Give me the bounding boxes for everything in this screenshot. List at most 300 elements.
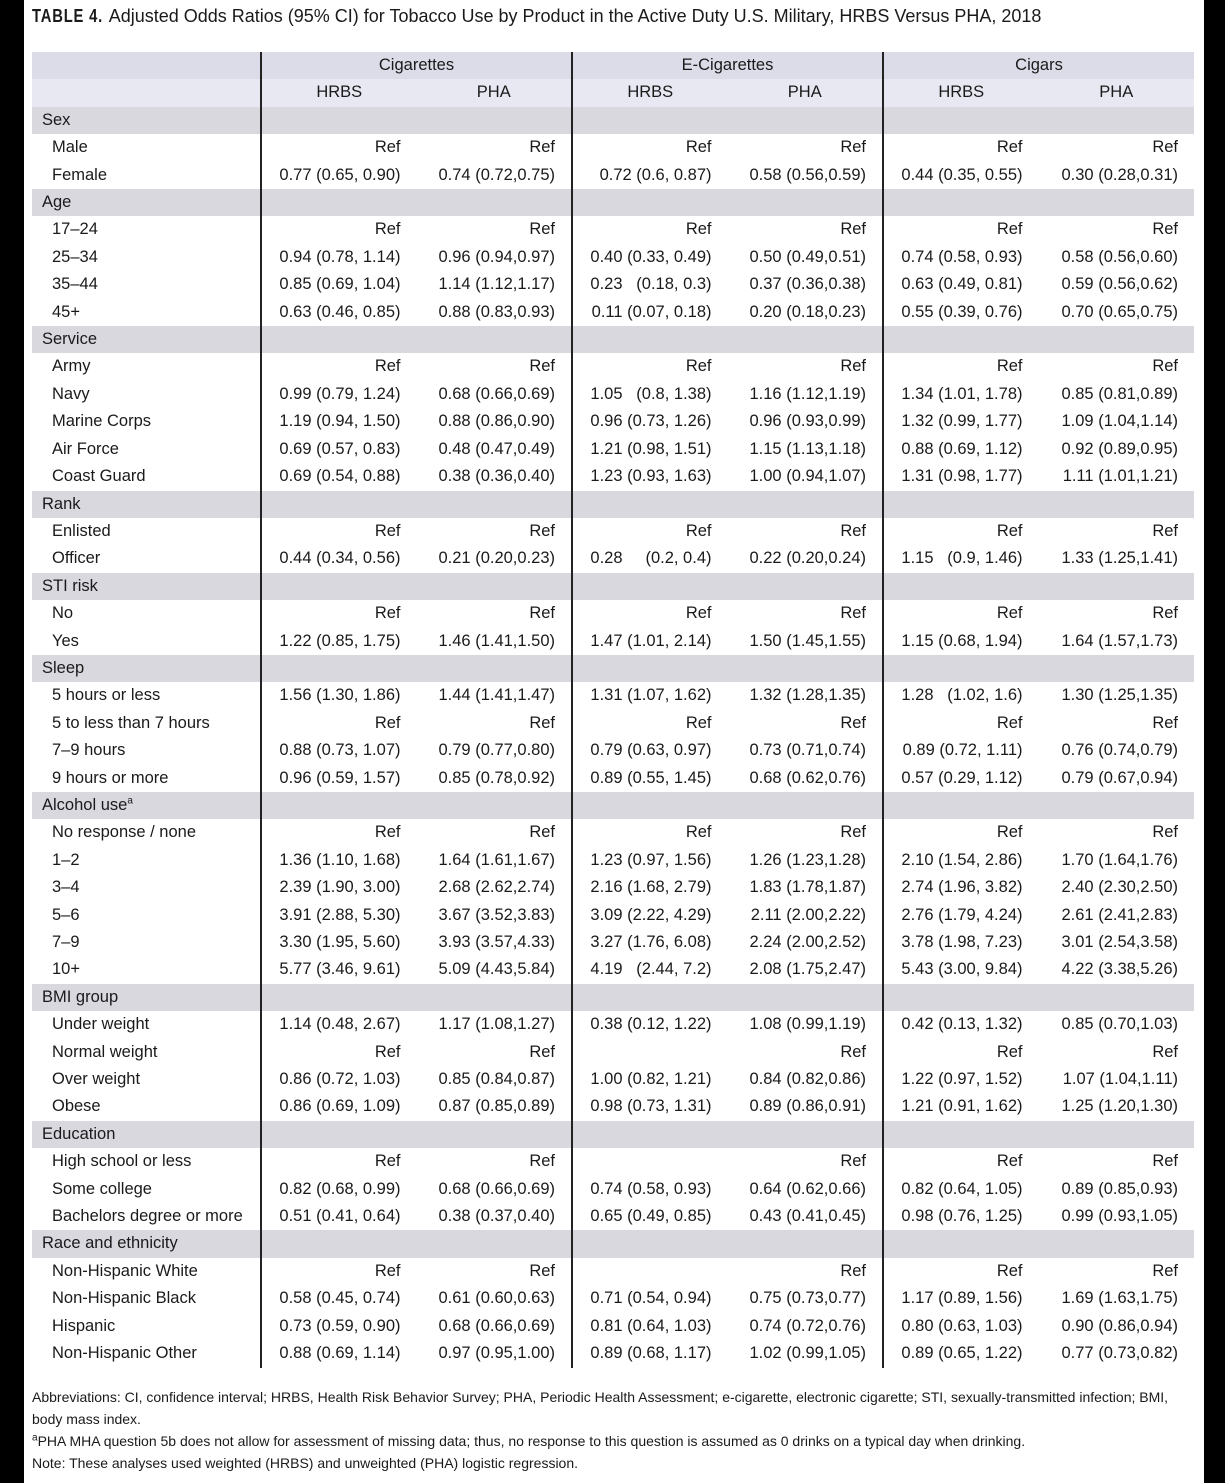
value-cell: 1.69 (1.63,1.75)	[1061, 1289, 1178, 1308]
section-spacer-cell	[261, 655, 417, 682]
value-cell: 1.56 (1.30, 1.86)	[261, 682, 417, 709]
value-cell: Ref	[840, 357, 866, 376]
value-cell: 0.99 (0.79, 1.24)	[261, 381, 417, 408]
section-spacer-cell	[572, 107, 728, 134]
row-label: 1–2	[52, 850, 80, 869]
value-cell: 1.17 (0.89, 1.56)	[883, 1285, 1039, 1312]
value-cell: 0.76 (0.74,0.79)	[1061, 741, 1178, 760]
value-cell: Ref	[529, 521, 555, 540]
row-label: Coast Guard	[52, 467, 146, 486]
value-cell: 0.69 (0.54, 0.88)	[261, 463, 417, 490]
section-spacer-cell	[417, 1121, 573, 1148]
value-cell: Ref	[529, 713, 555, 732]
value-cell: 0.82 (0.64, 1.05)	[883, 1176, 1039, 1203]
value-cell: 1.70 (1.64,1.76)	[1061, 850, 1178, 869]
table-row	[32, 216, 1194, 243]
row-label: 7–9 hours	[52, 741, 126, 760]
value-cell: Ref	[529, 220, 555, 239]
section-spacer-cell	[572, 1121, 728, 1148]
section-spacer-cell	[1039, 326, 1195, 353]
footnote-a: $^a$PHA MHA question 5b does not allow for assessment of missing data; thus, no response to this question is assumed as 0 drinks on a typical day when drinking.	[32, 1432, 1026, 1449]
section-label: Alcohol use$^a$	[32, 792, 261, 819]
value-cell: 1.23 (0.93, 1.63)	[572, 463, 728, 490]
section-spacer-cell	[417, 189, 573, 216]
value-cell: 1.47 (1.01, 2.14)	[572, 628, 728, 655]
value-cell: 0.68 (0.66,0.69)	[438, 1316, 555, 1335]
value-cell: 0.85 (0.84,0.87)	[438, 1070, 555, 1089]
value-cell: 1.16 (1.12,1.19)	[749, 384, 866, 403]
table-row	[32, 436, 1194, 463]
value-cell: 0.88 (0.83,0.93)	[438, 302, 555, 321]
value-cell: 1.15 (1.13,1.18)	[749, 439, 866, 458]
value-cell: 1.34 (1.01, 1.78)	[883, 381, 1039, 408]
value-cell: 0.57 (0.29, 1.12)	[883, 765, 1039, 792]
section-spacer-cell	[1039, 107, 1195, 134]
table-row	[32, 271, 1194, 298]
value-cell: 0.68 (0.62,0.76)	[749, 768, 866, 787]
table-row	[32, 1066, 1194, 1093]
section-label: Service	[32, 326, 261, 353]
value-cell: 0.96 (0.59, 1.57)	[261, 765, 417, 792]
value-cell: 0.72 (0.6, 0.87)	[572, 162, 728, 189]
value-cell: 2.74 (1.96, 3.82)	[883, 874, 1039, 901]
value-cell: Ref	[261, 216, 417, 243]
value-cell: Ref	[572, 216, 728, 243]
odds-ratio-table	[32, 52, 1194, 1368]
value-cell: 1.25 (1.20,1.30)	[1061, 1097, 1178, 1116]
value-cell: 0.89 (0.65, 1.22)	[883, 1340, 1039, 1367]
value-cell: 0.58 (0.56,0.60)	[1061, 247, 1178, 266]
value-cell: Ref	[529, 138, 555, 157]
section-row	[32, 792, 1194, 819]
value-cell: Ref	[840, 1261, 866, 1280]
value-cell: 1.83 (1.78,1.87)	[749, 878, 866, 897]
section-spacer-cell	[261, 984, 417, 1011]
value-cell: Ref	[261, 518, 417, 545]
table-row	[32, 381, 1194, 408]
value-cell: 0.69 (0.57, 0.83)	[261, 436, 417, 463]
section-spacer-cell	[417, 573, 573, 600]
section-label: Rank	[32, 491, 261, 518]
value-cell: 0.68 (0.66,0.69)	[438, 1179, 555, 1198]
value-cell: Ref	[883, 216, 1039, 243]
section-row	[32, 573, 1194, 600]
value-cell: Ref	[1152, 521, 1178, 540]
value-cell: 4.22 (3.38,5.26)	[1061, 960, 1178, 979]
section-spacer-cell	[261, 326, 417, 353]
value-cell: 0.82 (0.68, 0.99)	[261, 1176, 417, 1203]
value-cell: Ref	[572, 819, 728, 846]
section-spacer-cell	[728, 655, 884, 682]
value-cell: Ref	[883, 1039, 1039, 1066]
value-cell: 1.23 (0.97, 1.56)	[572, 847, 728, 874]
value-cell: Ref	[261, 1039, 417, 1066]
value-cell: 0.58 (0.56,0.59)	[749, 165, 866, 184]
value-cell: 0.20 (0.18,0.23)	[749, 302, 866, 321]
value-cell: Ref	[883, 600, 1039, 627]
section-spacer-cell	[883, 107, 1039, 134]
value-cell: 0.77 (0.73,0.82)	[1061, 1344, 1178, 1363]
value-cell: 0.88 (0.69, 1.12)	[883, 436, 1039, 463]
section-spacer-cell	[728, 189, 884, 216]
value-cell: 0.98 (0.73, 1.31)	[572, 1093, 728, 1120]
table-row	[32, 1340, 1194, 1367]
value-cell: Ref	[261, 819, 417, 846]
value-cell: 0.77 (0.65, 0.90)	[261, 162, 417, 189]
row-label: Air Force	[52, 439, 119, 458]
value-cell: 4.19 (2.44, 7.2)	[572, 956, 728, 983]
value-cell: 3.67 (3.52,3.83)	[438, 905, 555, 924]
section-spacer-cell	[261, 189, 417, 216]
row-label: 5 hours or less	[52, 686, 161, 705]
value-cell: Ref	[529, 357, 555, 376]
value-cell: 0.58 (0.45, 0.74)	[261, 1285, 417, 1312]
value-cell: 0.50 (0.49,0.51)	[749, 247, 866, 266]
value-cell: 0.90 (0.86,0.94)	[1061, 1316, 1178, 1335]
table-row	[32, 1258, 1194, 1285]
section-spacer-cell	[417, 107, 573, 134]
value-cell: 0.48 (0.47,0.49)	[438, 439, 555, 458]
footnote-marker: a	[127, 795, 133, 807]
subheader-hrbs: HRBS	[883, 79, 1039, 106]
value-cell: Ref	[840, 823, 866, 842]
value-cell: 0.96 (0.73, 1.26)	[572, 408, 728, 435]
section-spacer-cell	[572, 573, 728, 600]
table-row	[32, 929, 1194, 956]
value-cell: 0.73 (0.71,0.74)	[749, 741, 866, 760]
footnote-marker: a	[32, 1432, 38, 1444]
value-cell: 0.28 (0.2, 0.4)	[572, 545, 728, 572]
row-label: Hispanic	[52, 1316, 116, 1335]
value-cell: 1.30 (1.25,1.35)	[1061, 686, 1178, 705]
value-cell: 0.74 (0.58, 0.93)	[572, 1176, 728, 1203]
value-cell: 0.96 (0.93,0.99)	[749, 412, 866, 431]
row-label: No response / none	[52, 823, 197, 842]
table-row	[32, 682, 1194, 709]
value-cell: 0.89 (0.68, 1.17)	[572, 1340, 728, 1367]
table-row	[32, 1011, 1194, 1038]
value-cell: Ref	[1152, 823, 1178, 842]
section-spacer-cell	[261, 1230, 417, 1257]
section-spacer-cell	[883, 491, 1039, 518]
section-spacer-cell	[883, 189, 1039, 216]
value-cell: 2.10 (1.54, 2.86)	[883, 847, 1039, 874]
value-cell: 0.63 (0.46, 0.85)	[261, 299, 417, 326]
table-row	[32, 353, 1194, 380]
value-cell: 1.31 (0.98, 1.77)	[883, 463, 1039, 490]
value-cell: 1.11 (1.01,1.21)	[1062, 467, 1178, 486]
section-label: Age	[32, 189, 261, 216]
value-cell: 1.19 (0.94, 1.50)	[261, 408, 417, 435]
subheader-hrbs: HRBS	[261, 79, 417, 106]
value-cell: 0.73 (0.59, 0.90)	[261, 1313, 417, 1340]
section-spacer-cell	[1039, 573, 1195, 600]
value-cell: 2.08 (1.75,2.47)	[749, 960, 866, 979]
value-cell: Ref	[572, 710, 728, 737]
value-cell: 2.24 (2.00,2.52)	[749, 933, 866, 951]
row-label: 35–44	[52, 275, 98, 294]
value-cell: 0.84 (0.82,0.86)	[749, 1070, 866, 1089]
value-cell: 2.16 (1.68, 2.79)	[572, 874, 728, 901]
value-cell: 1.00 (0.82, 1.21)	[572, 1066, 728, 1093]
value-cell: 0.51 (0.41, 0.64)	[261, 1203, 417, 1230]
section-row	[32, 1121, 1194, 1148]
value-cell: Ref	[1152, 1152, 1178, 1171]
value-cell: 0.55 (0.39, 0.76)	[883, 299, 1039, 326]
value-cell: 1.15 (0.9, 1.46)	[883, 545, 1039, 572]
value-cell: 0.94 (0.78, 1.14)	[261, 244, 417, 271]
table-row	[32, 956, 1194, 983]
table-row	[32, 545, 1194, 572]
value-cell: 0.85 (0.70,1.03)	[1061, 1015, 1178, 1034]
table-row	[32, 1285, 1194, 1312]
table-row	[32, 1203, 1194, 1230]
table-row	[32, 244, 1194, 271]
section-spacer-cell	[728, 1121, 884, 1148]
value-cell: Ref	[883, 819, 1039, 846]
section-spacer-cell	[728, 107, 884, 134]
value-cell	[572, 1148, 728, 1175]
table-row	[32, 847, 1194, 874]
value-cell: Ref	[261, 1148, 417, 1175]
table-row	[32, 874, 1194, 901]
value-cell: 1.32 (1.28,1.35)	[749, 686, 866, 705]
value-cell: 0.42 (0.13, 1.32)	[883, 1011, 1039, 1038]
value-cell: Ref	[1152, 1261, 1178, 1280]
section-spacer-cell	[261, 107, 417, 134]
section-spacer-cell	[572, 326, 728, 353]
row-label: Some college	[52, 1179, 152, 1198]
section-spacer-cell	[1039, 655, 1195, 682]
value-cell	[572, 1039, 728, 1066]
row-label: Non-Hispanic Other	[52, 1344, 197, 1363]
value-cell: 0.63 (0.49, 0.81)	[883, 271, 1039, 298]
value-cell: 0.97 (0.95,1.00)	[438, 1344, 555, 1363]
row-label: 17–24	[52, 220, 98, 239]
value-cell: 0.89 (0.55, 1.45)	[572, 765, 728, 792]
section-spacer-cell	[417, 655, 573, 682]
value-cell: 3.91 (2.88, 5.30)	[261, 902, 417, 929]
value-cell: Ref	[1152, 220, 1178, 239]
section-spacer-cell	[728, 792, 884, 819]
table-caption: Adjusted Odds Ratios (95% CI) for Tobacco Use by Product in the Active Duty U.S. Military, HRBS Versus PHA, 2018	[108, 6, 1042, 26]
value-cell: 0.71 (0.54, 0.94)	[572, 1285, 728, 1312]
value-cell: 0.96 (0.94,0.97)	[438, 247, 555, 266]
row-label: Obese	[52, 1097, 101, 1116]
value-cell: 1.08 (0.99,1.19)	[749, 1015, 866, 1034]
section-row	[32, 655, 1194, 682]
row-label: Marine Corps	[52, 412, 152, 431]
table-row	[32, 902, 1194, 929]
table-row	[32, 463, 1194, 490]
value-cell: 1.15 (0.68, 1.94)	[883, 628, 1039, 655]
value-cell: 0.80 (0.63, 1.03)	[883, 1313, 1039, 1340]
value-cell: Ref	[529, 1042, 555, 1061]
value-cell: 0.38 (0.12, 1.22)	[572, 1011, 728, 1038]
value-cell: 0.75 (0.73,0.77)	[749, 1289, 866, 1308]
value-cell: 0.79 (0.63, 0.97)	[572, 737, 728, 764]
value-cell: 0.87 (0.85,0.89)	[438, 1097, 555, 1116]
row-label: No	[52, 604, 74, 623]
value-cell: 0.79 (0.67,0.94)	[1061, 768, 1178, 787]
value-cell: 1.14 (0.48, 2.67)	[261, 1011, 417, 1038]
value-cell: Ref	[572, 600, 728, 627]
value-cell: 3.01 (2.54,3.58)	[1061, 933, 1178, 951]
value-cell: 0.38 (0.36,0.40)	[438, 467, 555, 486]
section-spacer-cell	[728, 491, 884, 518]
section-row	[32, 326, 1194, 353]
value-cell: 0.79 (0.77,0.80)	[438, 741, 555, 760]
section-spacer-cell	[417, 326, 573, 353]
value-cell: 0.65 (0.49, 0.85)	[572, 1203, 728, 1230]
value-cell: Ref	[1152, 604, 1178, 623]
section-spacer-cell	[728, 984, 884, 1011]
subheader-pha: PHA	[728, 79, 884, 106]
value-cell: 0.89 (0.86,0.91)	[749, 1097, 866, 1116]
value-cell: Ref	[572, 353, 728, 380]
section-spacer-cell	[417, 491, 573, 518]
value-cell: 1.64 (1.61,1.67)	[438, 850, 555, 869]
value-cell: Ref	[261, 600, 417, 627]
section-row	[32, 984, 1194, 1011]
value-cell: Ref	[840, 521, 866, 540]
value-cell: 0.99 (0.93,1.05)	[1061, 1207, 1178, 1226]
group-header-e-cigarettes: E-Cigarettes	[572, 52, 883, 79]
value-cell: 2.68 (2.62,2.74)	[438, 878, 555, 897]
value-cell: 0.74 (0.72,0.76)	[749, 1316, 866, 1335]
section-spacer-cell	[1039, 984, 1195, 1011]
value-cell: Ref	[1152, 1042, 1178, 1061]
table-row	[32, 299, 1194, 326]
section-spacer-cell	[417, 1230, 573, 1257]
value-cell: 0.44 (0.34, 0.56)	[261, 545, 417, 572]
value-cell: 5.09 (4.43,5.84)	[438, 960, 555, 979]
subheader-hrbs: HRBS	[572, 79, 728, 106]
table-row	[32, 1093, 1194, 1120]
value-cell: Ref	[1152, 138, 1178, 157]
row-label: Non-Hispanic White	[52, 1261, 198, 1280]
section-spacer-cell	[1039, 1121, 1195, 1148]
value-cell: Ref	[529, 1261, 555, 1280]
row-label: Yes	[52, 631, 79, 650]
document-page	[24, 0, 1204, 1483]
value-cell: 1.07 (1.04,1.11)	[1062, 1070, 1178, 1089]
value-cell: 0.89 (0.85,0.93)	[1061, 1179, 1178, 1198]
value-cell: 3.78 (1.98, 7.23)	[883, 929, 1039, 956]
section-spacer-cell	[572, 984, 728, 1011]
section-label: Sex	[32, 107, 261, 134]
section-spacer-cell	[728, 326, 884, 353]
value-cell: 0.86 (0.69, 1.09)	[261, 1093, 417, 1120]
section-spacer-cell	[572, 189, 728, 216]
value-cell: Ref	[261, 710, 417, 737]
value-cell: 0.74 (0.58, 0.93)	[883, 244, 1039, 271]
value-cell: 2.61 (2.41,2.83)	[1061, 905, 1178, 924]
section-spacer-cell	[1039, 1230, 1195, 1257]
value-cell: 0.88 (0.86,0.90)	[438, 412, 555, 431]
row-label: Over weight	[52, 1070, 141, 1089]
value-cell: Ref	[1152, 357, 1178, 376]
table-row	[32, 1176, 1194, 1203]
value-cell: 1.21 (0.98, 1.51)	[572, 436, 728, 463]
value-cell: 0.37 (0.36,0.38)	[749, 275, 866, 294]
value-cell: 1.64 (1.57,1.73)	[1061, 631, 1178, 650]
value-cell: 0.86 (0.72, 1.03)	[261, 1066, 417, 1093]
section-spacer-cell	[261, 573, 417, 600]
value-cell: 5.77 (3.46, 9.61)	[261, 956, 417, 983]
value-cell: 2.11 (2.00,2.22)	[750, 905, 866, 924]
table-row	[32, 162, 1194, 189]
value-cell: Ref	[840, 713, 866, 732]
value-cell: 0.74 (0.72,0.75)	[438, 165, 555, 184]
row-label: Enlisted	[52, 521, 111, 540]
section-spacer-cell	[883, 1121, 1039, 1148]
value-cell: 0.23 (0.18, 0.3)	[572, 271, 728, 298]
value-cell: 3.27 (1.76, 6.08)	[572, 929, 728, 956]
abbreviations-note: Abbreviations: CI, confidence interval; HRBS, Health Risk Behavior Survey; PHA, Periodic Health Assessment; e-cigarette, electronic cigarette; STI, sexually-transmitted infection; BMI, body mass index.	[32, 1389, 1169, 1427]
section-spacer-cell	[417, 792, 573, 819]
row-label: 9 hours or more	[52, 768, 169, 787]
row-label: Female	[52, 165, 108, 184]
table-body	[32, 107, 1194, 1368]
table-row	[32, 1313, 1194, 1340]
section-spacer-cell	[261, 792, 417, 819]
subheader-pha: PHA	[417, 79, 573, 106]
value-cell: Ref	[529, 604, 555, 623]
value-cell: 1.26 (1.23,1.28)	[749, 850, 866, 869]
subheader-pha: PHA	[1039, 79, 1195, 106]
section-spacer-cell	[883, 326, 1039, 353]
value-cell: 0.68 (0.66,0.69)	[438, 384, 555, 403]
table-number: TABLE 4.	[32, 6, 104, 26]
section-spacer-cell	[883, 1230, 1039, 1257]
section-label: Race and ethnicity	[32, 1230, 261, 1257]
value-cell: Ref	[840, 604, 866, 623]
value-cell: 1.05 (0.8, 1.38)	[572, 381, 728, 408]
corner-cell	[32, 52, 261, 79]
section-row	[32, 1230, 1194, 1257]
table-row	[32, 1039, 1194, 1066]
value-cell: 0.30 (0.28,0.31)	[1061, 165, 1178, 184]
value-cell: 1.50 (1.45,1.55)	[749, 631, 866, 650]
value-cell: 0.21 (0.20,0.23)	[438, 549, 555, 568]
section-spacer-cell	[417, 984, 573, 1011]
value-cell: 0.89 (0.72, 1.11)	[883, 737, 1039, 764]
value-cell: 0.43 (0.41,0.45)	[749, 1207, 866, 1226]
section-row	[32, 107, 1194, 134]
value-cell: 3.30 (1.95, 5.60)	[261, 929, 417, 956]
value-cell: 0.88 (0.69, 1.14)	[261, 1340, 417, 1367]
value-cell: Ref	[883, 1258, 1039, 1285]
row-label: Bachelors degree or more	[52, 1207, 243, 1226]
value-cell: 1.44 (1.41,1.47)	[438, 686, 555, 705]
value-cell: 0.22 (0.20,0.24)	[749, 549, 866, 568]
section-spacer-cell	[883, 792, 1039, 819]
row-label: 25–34	[52, 247, 98, 266]
value-cell: 0.85 (0.81,0.89)	[1061, 384, 1178, 403]
group-header-cigarettes: Cigarettes	[261, 52, 572, 79]
section-spacer-cell	[1039, 491, 1195, 518]
value-cell: Ref	[883, 710, 1039, 737]
table-row	[32, 408, 1194, 435]
section-spacer-cell	[728, 1230, 884, 1257]
value-cell: Ref	[840, 220, 866, 239]
value-cell: Ref	[883, 518, 1039, 545]
section-spacer-cell	[572, 491, 728, 518]
value-cell: 1.32 (0.99, 1.77)	[883, 408, 1039, 435]
value-cell: 1.21 (0.91, 1.62)	[883, 1093, 1039, 1120]
section-spacer-cell	[728, 573, 884, 600]
